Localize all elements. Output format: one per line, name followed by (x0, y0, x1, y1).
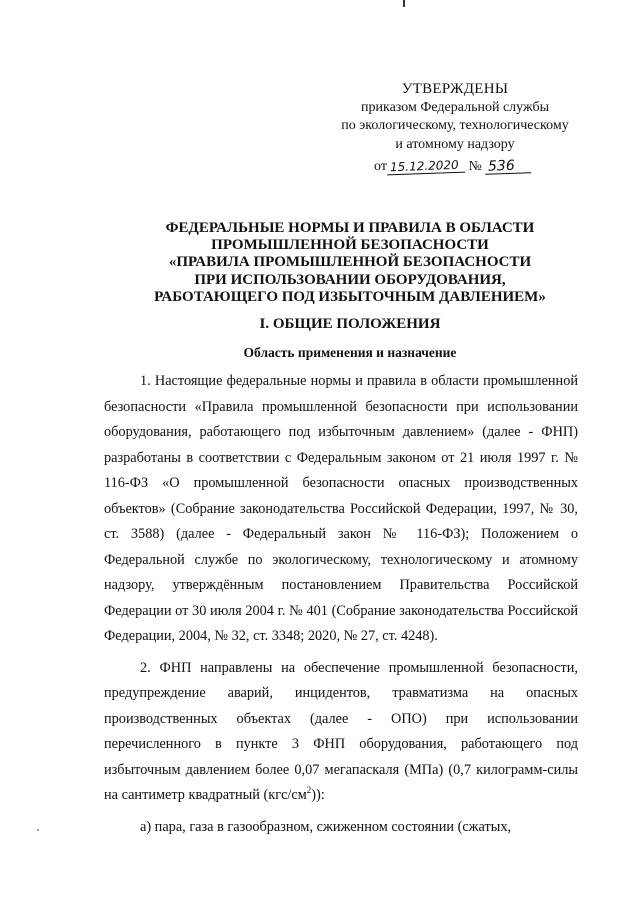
title-line-4: ПРИ ИСПОЛЬЗОВАНИИ ОБОРУДОВАНИЯ, (194, 271, 506, 288)
title-line-3: «ПРАВИЛА ПРОМЫШЛЕННОЙ БЕЗОПАСНОСТИ (168, 254, 532, 271)
approved-heading: УТВЕРЖДЕНЫ (401, 81, 509, 97)
order-number-sign: № (468, 159, 482, 174)
approval-stamp-block (325, 80, 585, 154)
order-number-handwritten: 536 (485, 158, 531, 175)
paragraph-1: 1. Настоящие федеральные нормы и правила в области промышленной безопасности «Правила промышленной безопасности при использовании оборудования, работающего под избыточным давлением» (далее - ФНП) разработаны в соответствии с Федеральным законом от 21 июля 1997 г. № 116-ФЗ «О промышленной безопасности опасных производственных объектов» (Собрание законодательства Российской Федерации, 1997, № 30, ст. 3588) (далее - Федеральный закон № 116-ФЗ); Положением о Федеральной службе по экологическому, технологическому и атомному надзору, утверждённым постановлением Правительства Российской Федерации от 30 июля 2004 г. № 401 (Собрание законодательства Российской Федерации, 2004, № 32, ст. 3348; 2020, № 27, ст. 4248). (104, 373, 578, 644)
subsection-heading: Область применения и назначение (243, 345, 457, 360)
approval-line-2: по экологическому, технологическому (341, 118, 569, 133)
scan-edge-mark (403, 0, 405, 7)
title-line-2: ПРОМЫШЛЕННОЙ БЕЗОПАСНОСТИ (211, 237, 489, 254)
order-reference (374, 159, 531, 175)
paragraph-2-main: 2. ФНП направлены на обеспечение промышленной безопасности, предупреждение аварий, инцидентов, травматизма на опасных производственных объектах (далее - ОПО) при использовании перечисленного в пункте 3 ФНП оборудования, работающего под избыточным давлением более 0,07 мегапаскаля (МПа) (0,7 килограмм-силы на сантиметр квадратный (кгс/см (104, 659, 578, 803)
title-line-1: ФЕДЕРАЛЬНЫЕ НОРМЫ И ПРАВИЛА В ОБЛАСТИ (165, 220, 535, 236)
paragraph-3: а) пара, газа в газообразном, сжиженном состоянии (сжатых, (140, 818, 512, 835)
paragraph-2-superscript: 2 (306, 785, 312, 796)
paragraph-2-end: )): (311, 787, 325, 803)
paragraph-2 (104, 656, 578, 809)
scan-speck (37, 829, 39, 831)
approval-line-1: приказом Федеральной службы (361, 99, 549, 115)
title-line-5: РАБОТАЮЩЕГО ПОД ИЗБЫТОЧНЫМ ДАВЛЕНИЕМ» (154, 288, 546, 305)
section-heading: I. ОБЩИЕ ПОЛОЖЕНИЯ (259, 316, 441, 332)
order-date-handwritten: 15.12.2020 (387, 158, 465, 176)
approval-line-3: и атомному надзору (395, 136, 515, 152)
order-prefix: от (374, 159, 387, 174)
body-text (104, 369, 578, 846)
document-title (100, 220, 600, 306)
